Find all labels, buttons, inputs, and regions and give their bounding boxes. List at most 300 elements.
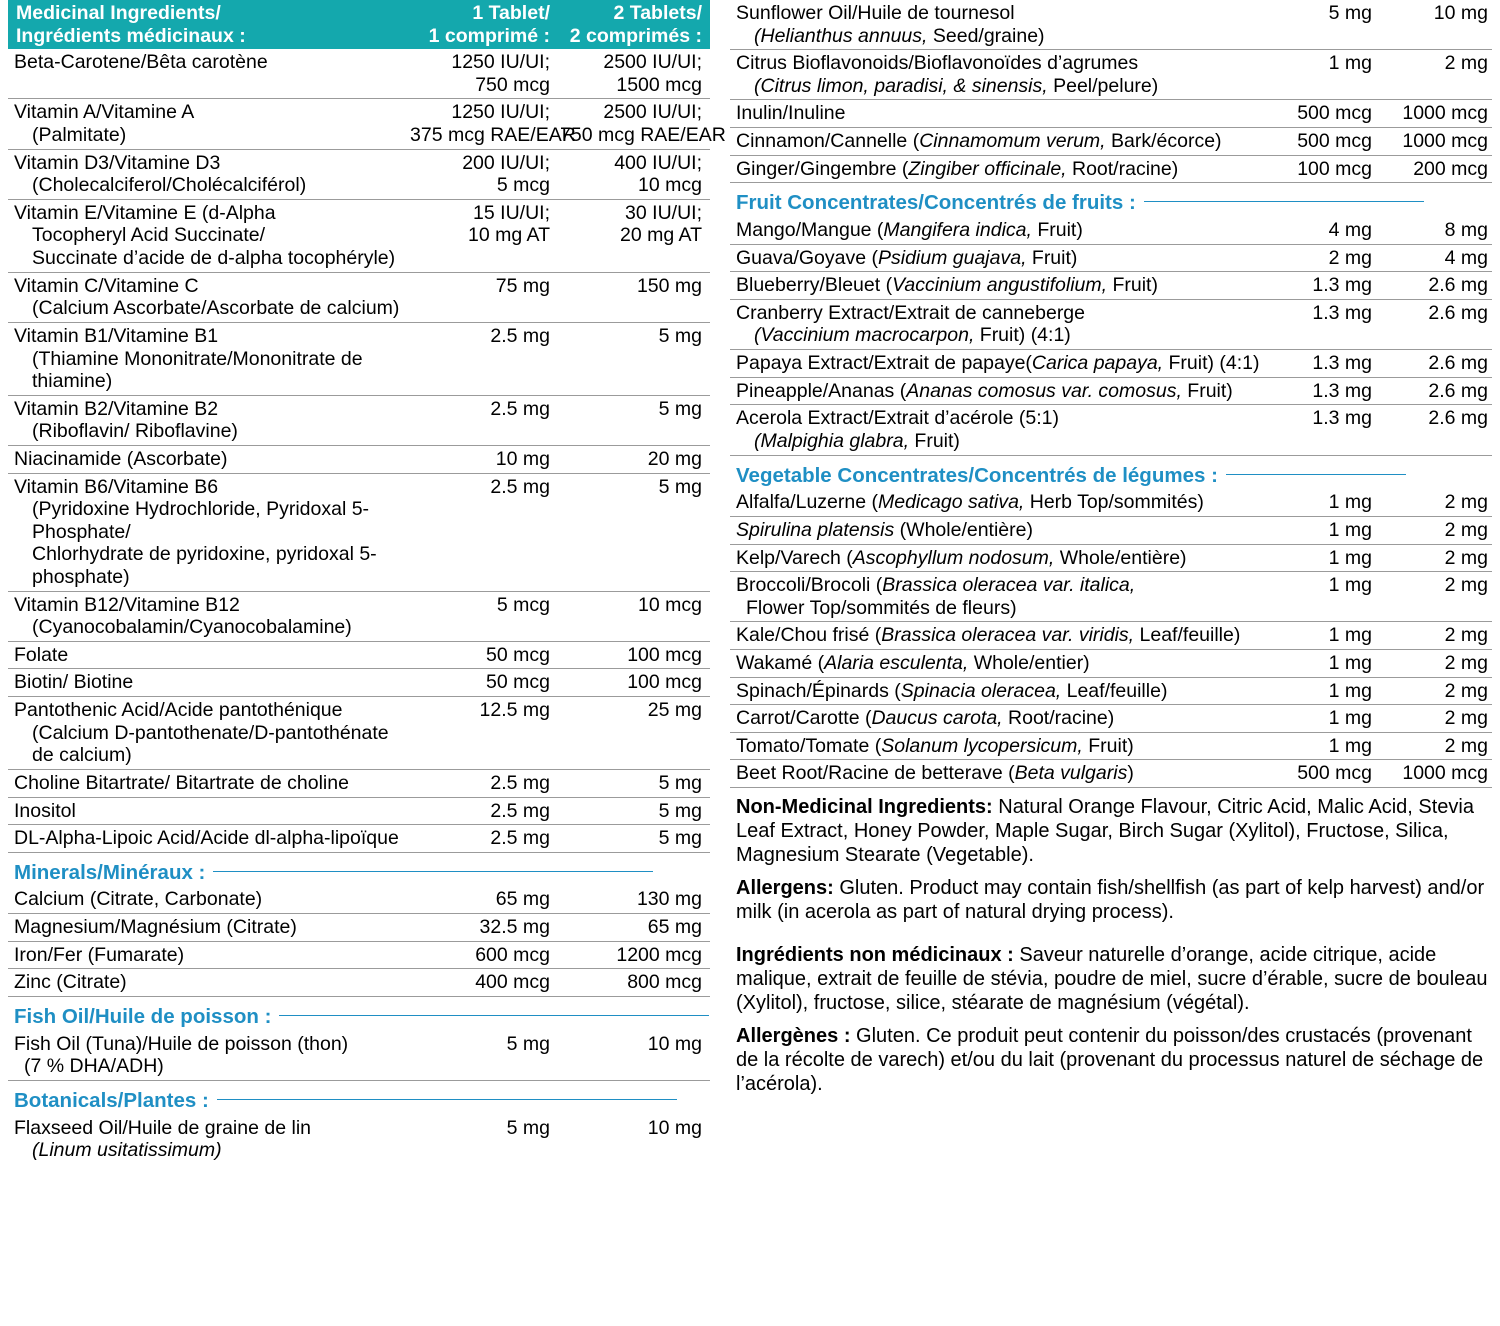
ingredient-name [8, 591, 410, 641]
ingredient-latin: Brassica oleracea var. italica, [882, 574, 1136, 597]
amount-1-tablet: 12.5 mg [410, 697, 560, 770]
ingredient-name [8, 395, 410, 445]
amount-1-tablet: 1 mg [1276, 732, 1380, 760]
ingredient-name [8, 272, 410, 322]
section-rule [1144, 201, 1424, 202]
ingredient-part: Root/racine) [1002, 707, 1115, 730]
ingredient-label: Vitamin C/Vitamine C [14, 274, 199, 297]
left-column [0, 0, 726, 1326]
amount-line1: 15 IU/UI; [473, 201, 550, 224]
amount-1-tablet: 1 mg [1276, 649, 1380, 677]
ingredient-label: Sunflower Oil/Huile de tournesol [736, 2, 1015, 24]
amount-2-tablets: 2 mg [1380, 677, 1492, 705]
ingredient-label: Guava/Goyave ( [736, 246, 878, 269]
amount-1-tablet: 100 mcg [1276, 155, 1380, 183]
ingredient-latin: Psidium guajava, [877, 246, 1027, 269]
amount-2-tablets: 2 mg [1380, 489, 1492, 516]
amount-1-tablet: 1 mg [1276, 516, 1380, 544]
ingredient-name: Magnesium/Magnésium (Citrate) [8, 914, 410, 942]
ingredient-label: Cinnamon/Cannelle ( [736, 130, 920, 153]
section-rule [217, 1099, 677, 1100]
table-row [8, 914, 710, 942]
table-row [730, 244, 1492, 272]
amount-2-tablets: 25 mg [560, 697, 710, 770]
header-two-tablets [560, 0, 710, 49]
amount-line1: 2500 IU/UI; [603, 101, 702, 124]
ingredient-part: Fruit) [1181, 379, 1233, 402]
table-row [730, 760, 1492, 788]
ingredient-label: Vitamin B1/Vitamine B1 [14, 324, 219, 347]
amount-1-tablet: 5 mg [410, 1031, 560, 1081]
header-one-tablet-line2: 1 comprimé : [428, 24, 550, 47]
table-row [730, 677, 1492, 705]
table-row [8, 149, 710, 199]
amount-2-tablets: 65 mg [560, 914, 710, 942]
ingredient-sublabel-2: Succinate d’acide de d-alpha tocophéryle) [32, 247, 396, 270]
amount-1-tablet: 10 mg [410, 445, 560, 473]
table-row [730, 299, 1492, 349]
ingredient-name: Niacinamide (Ascorbate) [8, 445, 410, 473]
table-row [8, 825, 710, 853]
table-row [8, 769, 710, 797]
table-row [730, 350, 1492, 378]
ingredient-label: Pineapple/Ananas ( [736, 379, 907, 402]
ingredient-name: Inositol [8, 797, 410, 825]
table-row [8, 199, 710, 272]
ingredient-latin: Solanum lycopersicum, [881, 734, 1083, 757]
amount-1-tablet [410, 199, 560, 272]
ingredient-sublabel-part: Seed/graine) [927, 24, 1045, 47]
non-medicinal-ingredients-en [736, 795, 1488, 867]
ingredient-label: Blueberry/Bleuet ( [736, 274, 893, 297]
ingredient-name: Choline Bitartrate/ Bitartrate de choline [8, 769, 410, 797]
ingredient-label: Papaya Extract/Extrait de papaye( [736, 352, 1032, 375]
ingredient-name [730, 128, 1276, 156]
amount-1-tablet: 2.5 mg [410, 473, 560, 591]
ingredient-sublabel: (Cholecalciferol/Cholécalciférol) [32, 174, 307, 197]
section-title: Fruit Concentrates/Concentrés de fruits : [736, 191, 1136, 215]
ingredient-name [730, 649, 1276, 677]
ingredient-latin: Mangifera indica, [883, 219, 1032, 242]
amount-1-tablet: 2.5 mg [410, 797, 560, 825]
ingredient-name [730, 732, 1276, 760]
ingredient-label: Fish Oil (Tuna)/Huile de poisson (thon) [14, 1032, 349, 1055]
ingredient-name [8, 99, 410, 149]
amount-1-tablet: 2.5 mg [410, 825, 560, 853]
table-row [8, 697, 710, 770]
ingredient-name: Inulin/Inuline [730, 100, 1276, 128]
section-heading-row [8, 1080, 710, 1114]
ingredient-name: Zinc (Citrate) [8, 969, 410, 997]
amount-2-tablets: 10 mcg [560, 591, 710, 641]
amount-1-tablet: 50 mcg [410, 669, 560, 697]
ingredient-label: Vitamin B6/Vitamine B6 [14, 475, 219, 498]
amount-1-tablet: 1.3 mg [1276, 377, 1380, 405]
amount-1-tablet: 1 mg [1276, 50, 1380, 100]
amount-2-tablets: 10 mg [560, 1031, 710, 1081]
ingredient-name [730, 405, 1276, 455]
amount-line2: 20 mg AT [619, 224, 702, 247]
ingredient-latin: Spinacia oleracea, [900, 679, 1062, 702]
ingredient-part: Fruit) [1107, 274, 1158, 297]
section-heading-row [730, 455, 1492, 489]
ingredient-latin: Ascophyllum nodosum, [852, 546, 1055, 569]
section-heading-minerals [8, 852, 710, 886]
amount-line1: 400 IU/UI; [614, 151, 702, 174]
ingredient-label: Wakamé ( [736, 651, 825, 674]
ingredient-label: Vitamin A/Vitamine A [14, 101, 195, 124]
amount-1-tablet: 1 mg [1276, 489, 1380, 516]
amount-1-tablet: 5 mg [506, 1116, 550, 1139]
ingredient-latin: Brassica oleracea var. viridis, [881, 624, 1135, 647]
section-heading-vegetable-concentrates [730, 455, 1492, 489]
ingredient-name [730, 155, 1276, 183]
ingredient-label: Vitamin B12/Vitamine B12 [14, 593, 240, 616]
table-row [730, 217, 1492, 244]
ingredient-sublabel: (Calcium Ascorbate/Ascorbate de calcium) [32, 297, 400, 320]
amount-1-tablet [410, 149, 560, 199]
non-medicinal-ingredients-fr [736, 943, 1488, 1015]
amount-2-tablets: 2.6 mg [1380, 350, 1492, 378]
amount-2-tablets: 5 mg [560, 322, 710, 395]
amount-line1: 30 IU/UI; [625, 201, 702, 224]
header-one-tablet-line1: 1 Tablet/ [472, 2, 550, 24]
ingredient-sublabel: (Linum usitatissimum) [32, 1139, 222, 1162]
ingredient-label: Vitamin D3/Vitamine D3 [14, 151, 221, 174]
amount-2-tablets: 2 mg [1380, 572, 1492, 622]
amount-2-tablets [560, 99, 726, 149]
ingredient-latin: Spirulina platensis [736, 518, 895, 541]
amount-1-tablet: 1 mg [1276, 705, 1380, 733]
ingredient-name [730, 377, 1276, 405]
amount-2-tablets: 1000 mcg [1380, 128, 1492, 156]
table-row [730, 377, 1492, 405]
ingredient-name [730, 217, 1276, 244]
ingredient-name [730, 622, 1276, 650]
amount-2-tablets: 2.6 mg [1380, 299, 1492, 349]
ingredient-sublabel-part: Fruit) (4:1) [974, 324, 1071, 347]
amount-1-tablet: 1 mg [1276, 544, 1380, 572]
header-one-tablet [410, 0, 560, 49]
amount-1-tablet: 1 mg [1276, 622, 1380, 650]
ingredient-part: Fruit) [1082, 734, 1134, 757]
amount-2-tablets: 100 mcg [560, 641, 710, 669]
right-column [718, 0, 1500, 1326]
amount-2-tablets: 130 mg [560, 886, 710, 913]
amount-1-tablet: 500 mcg [1276, 760, 1380, 788]
ingredient-latin: Beta vulgaris [1014, 762, 1128, 785]
amount-2-tablets: 2 mg [1380, 516, 1492, 544]
amount-1-tablet: 2 mg [1276, 244, 1380, 272]
ingredient-part: ) [1127, 762, 1134, 785]
ingredient-part: Bark/écorce) [1105, 130, 1222, 153]
ingredient-label: Flaxseed Oil/Huile de graine de lin [14, 1116, 311, 1139]
amount-1-tablet: 2.5 mg [410, 322, 560, 395]
amount-2-tablets: 2.6 mg [1380, 377, 1492, 405]
header-two-tablets-line1: 2 Tablets/ [613, 2, 702, 24]
section-heading-row [730, 183, 1492, 217]
amount-line2: 5 mcg [496, 174, 550, 197]
ingredient-name [8, 1031, 410, 1081]
ingredient-label: Acerola Extract/Extrait d’acérole (5:1) [736, 407, 1059, 430]
table-header-row [8, 0, 710, 49]
amount-line2: 1500 mcg [616, 73, 702, 96]
amount-1-tablet: 1 mg [1276, 677, 1380, 705]
amount-line1: 200 IU/UI; [462, 151, 550, 174]
table-row [730, 705, 1492, 733]
amount-1-tablet: 500 mcg [1276, 128, 1380, 156]
non-medicinal-label-fr: Ingrédients non médicinaux : [736, 943, 1014, 966]
table-row [8, 445, 710, 473]
table-row [730, 732, 1492, 760]
amount-2-tablets: 2 mg [1380, 649, 1492, 677]
ingredient-name [730, 272, 1276, 300]
section-title: Minerals/Minéraux : [14, 860, 206, 884]
amount-1-tablet: 400 mcg [410, 969, 560, 997]
amount-1-tablet [410, 49, 560, 99]
ingredient-name [730, 50, 1276, 100]
amount-line1: 1250 IU/UI; [451, 101, 550, 124]
ingredient-latin: Zingiber officinale, [908, 157, 1067, 180]
table-row [730, 572, 1492, 622]
amount-1-tablet: 65 mg [410, 886, 560, 913]
allergens-en [736, 876, 1488, 924]
amount-1-tablet: 2.5 mg [410, 769, 560, 797]
ingredient-part: Fruit) [1026, 246, 1078, 269]
ingredient-sublabel-part: Flower Top/sommités de fleurs) [746, 596, 1017, 619]
ingredient-label: Spinach/Épinards ( [736, 679, 901, 702]
section-rule [279, 1015, 709, 1016]
amount-1-tablet: 50 mcg [410, 641, 560, 669]
ingredient-label: Alfalfa/Luzerne ( [736, 491, 878, 514]
amount-2-tablets: 5 mg [560, 395, 710, 445]
ingredient-sublabel-latin: (Citrus limon, paradisi, & sinensis, [754, 74, 1048, 97]
section-heading-botanicals [8, 1080, 710, 1114]
amount-2-tablets: 2 mg [1380, 705, 1492, 733]
ingredient-name: Calcium (Citrate, Carbonate) [8, 886, 410, 913]
amount-2-tablets: 1000 mcg [1380, 100, 1492, 128]
table-row [730, 155, 1492, 183]
non-medicinal-label-en: Non-Medicinal Ingredients: [736, 795, 993, 818]
ingredient-sublabel-2: Chlorhydrate de pyridoxine, pyridoxal 5-phosphate) [32, 543, 377, 589]
ingredient-sublabel-part: Fruit) [909, 429, 960, 452]
ingredient-name [730, 572, 1276, 622]
table-row [8, 49, 710, 99]
ingredient-name [730, 489, 1276, 516]
ingredient-sublabel: (Pyridoxine Hydrochloride, Pyridoxal 5-Phosphate/ [32, 498, 370, 543]
ingredient-label: Cranberry Extract/Extrait de canneberge [736, 301, 1086, 324]
ingredient-part: Leaf/feuille) [1061, 679, 1168, 702]
ingredient-name [8, 1115, 410, 1164]
ingredient-label: Beta-Carotene/Bêta carotène [14, 51, 268, 74]
section-heading-row [8, 996, 710, 1030]
ingredient-label: Vitamin B2/Vitamine B2 [14, 397, 219, 420]
ingredient-latin: Cinnamomum verum, [919, 130, 1106, 153]
ingredient-label: Vitamin E/Vitamine E (d-Alpha [14, 201, 276, 224]
ingredient-sublabel: (Riboflavin/ Riboflavine) [32, 420, 238, 443]
table-row [730, 649, 1492, 677]
header-ingredients-line2: Ingrédients médicinaux : [16, 24, 246, 47]
ingredient-label: Tomato/Tomate ( [736, 734, 882, 757]
amount-2-tablets: 5 mg [560, 825, 710, 853]
ingredient-part: Herb Top/sommités) [1024, 491, 1204, 514]
amount-1-tablet: 1.3 mg [1276, 350, 1380, 378]
table-row [8, 669, 710, 697]
table-row [730, 50, 1492, 100]
non-medicinal-text-fr: Saveur naturelle d’orange, acide citrique, acide malique, extrait de feuille de stévia, poudre de miel, sucre d’érable, sucre de bouleau (Xylitol), fructose, silice, stéarate de magnésium (végétal). [736, 943, 1488, 1014]
amount-2-tablets: 2.6 mg [1380, 405, 1492, 455]
amount-2-tablets: 150 mg [560, 272, 710, 322]
ingredient-sublabel-latin: (Malpighia glabra, [754, 429, 910, 452]
ingredient-name [730, 299, 1276, 349]
table-row [8, 322, 710, 395]
amount-2-tablets: 1200 mcg [560, 941, 710, 969]
ingredient-name [730, 677, 1276, 705]
ingredient-label: Ginger/Gingembre ( [736, 157, 909, 180]
table-row [8, 591, 710, 641]
table-row [730, 489, 1492, 516]
ingredient-part: (Whole/entière) [894, 518, 1033, 541]
spacer [736, 933, 1488, 943]
footer-text-block [730, 788, 1492, 1096]
amount-1-tablet: 1.3 mg [1276, 405, 1380, 455]
amount-2-tablets: 4 mg [1380, 244, 1492, 272]
table-row [730, 544, 1492, 572]
amount-1-tablet: 500 mcg [1276, 100, 1380, 128]
amount-2-tablets: 2.6 mg [1380, 272, 1492, 300]
amount-2-tablets: 2 mg [1380, 544, 1492, 572]
allergens-label-fr: Allergènes : [736, 1024, 851, 1047]
section-title: Fish Oil/Huile de poisson : [14, 1004, 272, 1028]
amount-line2: 750 mcg [475, 73, 550, 96]
table-row [8, 473, 710, 591]
table-row [8, 969, 710, 997]
table-row [8, 1115, 710, 1164]
amount-2-tablets: 8 mg [1380, 217, 1492, 244]
ingredient-sublabel-part: Peel/pelure) [1047, 74, 1159, 97]
amount-1-tablet: 1 mg [1276, 572, 1380, 622]
table-row [730, 100, 1492, 128]
ingredient-part: Whole/entière) [1054, 546, 1187, 569]
table-row [8, 99, 710, 149]
ingredient-name [730, 705, 1276, 733]
amount-1-tablet: 1.3 mg [1276, 299, 1380, 349]
section-rule [213, 871, 653, 872]
amount-2-tablets: 5 mg [560, 473, 710, 591]
ingredient-name [730, 760, 1276, 788]
ingredient-name [8, 473, 410, 591]
section-heading-fruit-concentrates [730, 183, 1492, 217]
ingredient-latin: Ananas comosus var. comosus, [906, 379, 1182, 402]
header-ingredients-line1: Medicinal Ingredients/ [16, 2, 221, 24]
section-title: Vegetable Concentrates/Concentrés de légumes : [736, 463, 1218, 487]
table-row [8, 1031, 710, 1081]
medicinal-ingredients-table [8, 0, 726, 1164]
ingredient-label: Kelp/Varech ( [736, 546, 853, 569]
ingredient-name [8, 322, 410, 395]
ingredient-name [8, 697, 410, 770]
ingredient-label: Broccoli/Brocoli ( [736, 574, 883, 597]
ingredient-part: Whole/entier) [968, 651, 1090, 674]
ingredient-latin: Medicago sativa, [878, 491, 1025, 514]
non-medicinal-text-en: Natural Orange Flavour, Citric Acid, Malic Acid, Stevia Leaf Extract, Honey Powder, Maple Sugar, Birch Sugar (Xylitol), Fructose, Silica, Magnesium Stearate (Vegetable). [736, 795, 1474, 866]
ingredient-sublabel: (Thiamine Mononitrate/Mononitrate de thiamine) [32, 347, 363, 393]
amount-line1: 2500 IU/UI; [603, 51, 702, 74]
ingredient-name: DL-Alpha-Lipoic Acid/Acide dl-alpha-lipoïque [8, 825, 410, 853]
ingredient-part: Fruit) (4:1) [1163, 352, 1260, 375]
ingredient-name [730, 350, 1276, 378]
allergens-fr [736, 1024, 1488, 1096]
amount-line2: 10 mg AT [467, 224, 550, 247]
table-row [8, 641, 710, 669]
table-row [730, 0, 1492, 50]
ingredient-latin: Daucus carota, [871, 707, 1003, 730]
amount-1-tablet: 75 mg [410, 272, 560, 322]
amount-1-tablet: 1.3 mg [1276, 272, 1380, 300]
ingredient-sublabel-latin: (Helianthus annuus, [754, 24, 928, 47]
ingredient-name [730, 0, 1276, 50]
amount-2-tablets [560, 149, 710, 199]
ingredient-sublabel: (Palmitate) [32, 124, 127, 147]
amount-1-tablet: 5 mg [1276, 0, 1380, 50]
ingredient-sublabel-latin: (Vaccinium macrocarpon, [754, 324, 975, 347]
ingredient-label: Beet Root/Racine de betterave ( [736, 762, 1015, 785]
ingredient-latin: Alaria esculenta, [824, 651, 969, 674]
amount-2-tablets: 5 mg [560, 797, 710, 825]
table-row [730, 622, 1492, 650]
header-ingredients [8, 0, 410, 49]
table-row [8, 395, 710, 445]
section-title: Botanicals/Plantes : [14, 1088, 209, 1112]
ingredient-part: Root/racine) [1066, 157, 1179, 180]
ingredient-name [8, 199, 410, 272]
section-heading-fish-oil [8, 996, 710, 1030]
ingredient-label: Pantothenic Acid/Acide pantothénique [14, 699, 343, 722]
amount-line1: 1250 IU/UI; [451, 51, 550, 74]
table-row [730, 405, 1492, 455]
amount-1-tablet: 4 mg [1276, 217, 1380, 244]
section-heading-row [8, 852, 710, 886]
header-two-tablets-line2: 2 comprimés : [569, 24, 702, 47]
amount-2-tablets: 10 mg [1380, 0, 1492, 50]
ingredient-sublabel: (7 % DHA/ADH) [24, 1055, 164, 1078]
ingredient-latin: Carica papaya, [1031, 352, 1164, 375]
table-row [8, 941, 710, 969]
amount-2-tablets [560, 199, 710, 272]
allergens-text-fr: Gluten. Ce produit peut contenir du poisson/des crustacés (provenant de la récolte de varech) et/ou du lait (provenant du processus naturel de séchage de l’acérola). [736, 1024, 1484, 1095]
table-row [730, 272, 1492, 300]
amount-2-tablets: 200 mcg [1380, 155, 1492, 183]
ingredient-name: Iron/Fer (Fumarate) [8, 941, 410, 969]
ingredient-name [730, 516, 1276, 544]
ingredient-sublabel: (Cyanocobalamin/Cyanocobalamine) [32, 616, 352, 639]
amount-2-tablets: 2 mg [1380, 732, 1492, 760]
allergens-label-en: Allergens: [736, 876, 834, 899]
ingredient-label: Kale/Chou frisé ( [736, 624, 882, 647]
ingredient-name [730, 244, 1276, 272]
table-row [730, 516, 1492, 544]
ingredient-latin: Vaccinium angustifolium, [892, 274, 1108, 297]
amount-2-tablets: 100 mcg [560, 669, 710, 697]
ingredient-name [8, 149, 410, 199]
amount-2-tablets: 2 mg [1380, 622, 1492, 650]
ingredient-name: Biotin/ Biotine [8, 669, 410, 697]
table-row [8, 272, 710, 322]
amount-1-tablet: 2.5 mg [410, 395, 560, 445]
ingredient-part: Fruit) [1031, 219, 1083, 242]
ingredient-name [730, 544, 1276, 572]
amount-2-tablets: 2 mg [1380, 50, 1492, 100]
